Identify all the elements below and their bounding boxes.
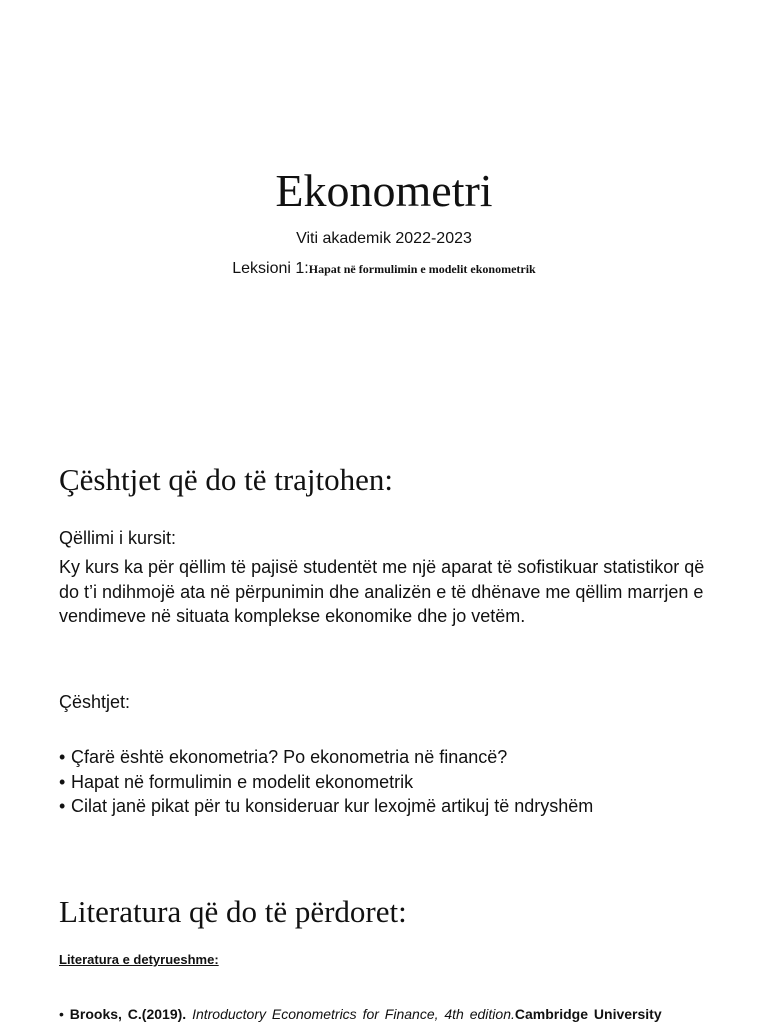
list-item: • Hapat në formulimin e modelit ekonometrik [59, 770, 593, 795]
reference-author: Brooks, C.(2019). [69, 1006, 187, 1022]
academic-year: Viti akademik 2022-2023 [296, 230, 472, 247]
course-goal-text: Ky kurs ka për qëllim të pajisë studentët me një aparat të sofistikuar statistikor që do t’i ndihmojë ata në përpunimin dhe analizën e të dhënave me qëllim marrjen e vendimeve në situata komplekse ekonomike dhe jo vetëm. [59, 557, 705, 626]
lesson-number: Leksioni 1: [232, 260, 309, 277]
bullet-icon: • [59, 1006, 64, 1022]
lesson-topic: Hapat në formulimin e modelit ekonometrik [308, 262, 536, 276]
issues-list [59, 745, 593, 819]
bullet-icon: • [59, 771, 66, 792]
issues-label: Çështjet: [59, 692, 131, 712]
reference-publisher: Cambridge University [514, 1006, 662, 1022]
bullet-icon: • [59, 747, 66, 767]
course-goal-label: Qëllimi i kursit: [59, 528, 177, 548]
presentation-title: Ekonometri [275, 165, 493, 216]
topics-heading: Çështjet që do të trajtohen: [59, 462, 394, 497]
lesson-heading [0, 260, 768, 278]
literature-heading: Literatura që do të përdoret: [59, 894, 407, 929]
list-item: • Çfarë është ekonometria? Po ekonometria në financë? [59, 745, 593, 770]
title-slide [0, 0, 768, 420]
reference-title: Introductory Econometrics for Finance, 4th edition. [192, 1006, 515, 1022]
bullet-icon: • [59, 796, 66, 816]
required-literature-label: Literatura e detyrueshme: [59, 952, 219, 967]
literature-reference [59, 1006, 711, 1022]
list-item: • Cilat janë pikat për tu konsideruar kur lexojmë artikuj të ndryshëm [59, 794, 593, 819]
literature-slide [0, 860, 768, 1024]
topics-slide [0, 420, 768, 860]
